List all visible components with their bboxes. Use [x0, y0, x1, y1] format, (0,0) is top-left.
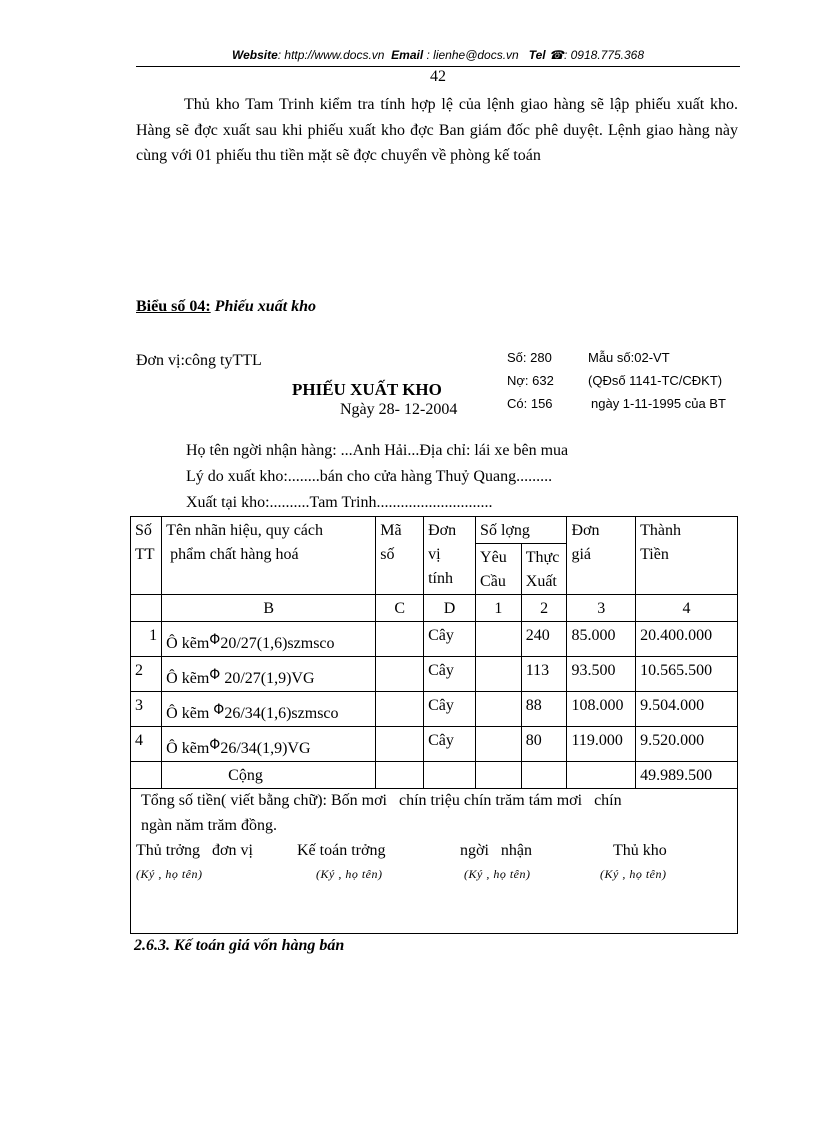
row-stt: 3	[131, 692, 162, 727]
index-cell: 3	[567, 595, 636, 622]
slip-title: PHIẾU XUẤT KHO	[292, 380, 442, 399]
page-number: 42	[430, 68, 446, 85]
row-requested	[476, 692, 522, 727]
signature-note: (Ký , họ tên)	[316, 867, 383, 881]
caption-title: Phiếu xuất kho	[210, 298, 317, 315]
phi-symbol: Φ	[209, 737, 221, 753]
figure-caption	[136, 298, 316, 316]
row-quantity: 240	[521, 622, 567, 657]
row-amount: 10.565.500	[636, 657, 738, 692]
slip-unit: Đơn vị:công tyTTL	[136, 352, 262, 369]
phi-symbol: Φ	[209, 632, 221, 648]
row-amount: 9.504.000	[636, 692, 738, 727]
row-name: Ô kẽmΦ 20/27(1,9)VG	[162, 657, 376, 692]
row-price: 108.000	[567, 692, 636, 727]
email-value: : lienhe@docs.vn	[426, 48, 519, 62]
phi-symbol: Φ	[209, 667, 221, 683]
index-cell: 4	[636, 595, 738, 622]
signature-receiver: ngời nhận	[460, 842, 533, 859]
header-quantity: Số lợng	[476, 517, 567, 544]
row-unit: Cây	[424, 657, 476, 692]
slip-date: Ngày 28- 12-2004	[340, 401, 458, 418]
slip-decision-date: ngày 1-11-1995 của BT	[591, 396, 726, 411]
table-row	[131, 657, 738, 692]
row-requested	[476, 622, 522, 657]
signature-storekeeper: Thủ kho	[613, 842, 667, 859]
row-name: Ô kẽm Φ26/34(1,6)szmsco	[162, 692, 376, 727]
signature-note: (Ký , họ tên)	[136, 867, 203, 881]
tel-value: : 0918.775.368	[563, 48, 645, 62]
row-quantity: 80	[521, 727, 567, 762]
website-value: : http://www.docs.vn	[277, 48, 385, 62]
table-row	[131, 727, 738, 762]
row-code	[376, 657, 424, 692]
table-index-row	[131, 595, 738, 622]
row-amount: 20.400.000	[636, 622, 738, 657]
table-header-row	[131, 517, 738, 544]
header-actual: Thực Xuất	[521, 544, 567, 595]
index-cell: C	[376, 595, 424, 622]
index-cell: B	[162, 595, 376, 622]
index-cell: D	[424, 595, 476, 622]
signature-head-unit: Thủ trởng đơn vị	[136, 842, 253, 859]
section-heading: 2.6.3. Kế toán giá vốn hàng bán	[134, 937, 345, 954]
row-price: 85.000	[567, 622, 636, 657]
row-code	[376, 727, 424, 762]
row-code	[376, 692, 424, 727]
tel-label: Tel	[528, 48, 546, 62]
header-rule	[136, 66, 740, 67]
phone-icon: ☎	[549, 48, 564, 62]
header-code: Mã số	[376, 517, 424, 595]
table-row	[131, 692, 738, 727]
header-price: Đơn giá	[567, 517, 636, 595]
row-unit: Cây	[424, 727, 476, 762]
header-name: Tên nhãn hiệu, quy cách phẩm chất hàng hoá	[162, 517, 376, 595]
signature-chief-accountant: Kế toán trởng	[297, 842, 386, 859]
row-amount: 9.520.000	[636, 727, 738, 762]
row-unit: Cây	[424, 692, 476, 727]
phi-symbol: Φ	[213, 702, 225, 718]
email-label: Email	[391, 48, 424, 62]
caption-label: Biểu số 04:	[136, 298, 211, 315]
slip-mau-so: Mẫu số:02-VT	[588, 350, 670, 365]
slip-co: Có: 156	[507, 396, 553, 411]
header-unit: Đơn vị tính	[424, 517, 476, 595]
warehouse-line: Xuất tại kho:..........Tam Trinh.............................	[186, 494, 493, 511]
row-unit: Cây	[424, 622, 476, 657]
index-cell: 1	[476, 595, 522, 622]
header-requested: Yêu Cầu	[476, 544, 522, 595]
row-price: 119.000	[567, 727, 636, 762]
slip-no: Nợ: 632	[507, 373, 554, 388]
slip-so: Số: 280	[507, 350, 552, 365]
row-code	[376, 622, 424, 657]
row-stt: 1	[131, 622, 162, 657]
reason-line: Lý do xuất kho:........bán cho cửa hàng Thuỷ Quang.........	[186, 468, 553, 485]
goods-table	[130, 516, 738, 789]
table-row	[131, 622, 738, 657]
index-cell: 2	[521, 595, 567, 622]
website-label: Website	[231, 48, 278, 62]
signature-note: (Ký , họ tên)	[600, 867, 667, 881]
header-amount: Thành Tiền	[636, 517, 738, 595]
row-name: Ô kẽmΦ26/34(1,9)VG	[162, 727, 376, 762]
signature-note: (Ký , họ tên)	[464, 867, 531, 881]
row-requested	[476, 657, 522, 692]
page-header	[136, 48, 740, 62]
row-quantity: 88	[521, 692, 567, 727]
row-requested	[476, 727, 522, 762]
amount-in-words	[141, 788, 622, 838]
row-name: Ô kẽmΦ20/27(1,6)szmsco	[162, 622, 376, 657]
receiver-line: Họ tên ngời nhận hàng: ...Anh Hải...Địa chỉ: lái xe bên mua	[186, 442, 569, 459]
row-stt: 2	[131, 657, 162, 692]
row-quantity: 113	[521, 657, 567, 692]
body-paragraph: Thủ kho Tam Trinh kiểm tra tính hợp lệ của lệnh giao hàng sẽ lập phiếu xuất kho. Hàng sẽ đợc xuất sau khi phiếu xuất kho đợc Ban giám đốc phê duyệt. Lệnh giao hàng này cùng với 01 phiếu thu tiền mặt sẽ đợc chuyển về phòng kế toán	[136, 96, 738, 164]
words-line-1: Tổng số tiền( viết bằng chữ): Bốn mơi chín triệu chín trăm tám mơi chín	[141, 792, 622, 809]
slip-decision: (QĐsố 1141-TC/CĐKT)	[588, 373, 723, 388]
total-amount: 49.989.500	[636, 762, 738, 789]
row-price: 93.500	[567, 657, 636, 692]
row-stt: 4	[131, 727, 162, 762]
header-stt: Số TT	[131, 517, 162, 595]
total-label: Cộng	[162, 762, 376, 789]
words-line-2: ngàn năm trăm đồng.	[141, 817, 277, 834]
